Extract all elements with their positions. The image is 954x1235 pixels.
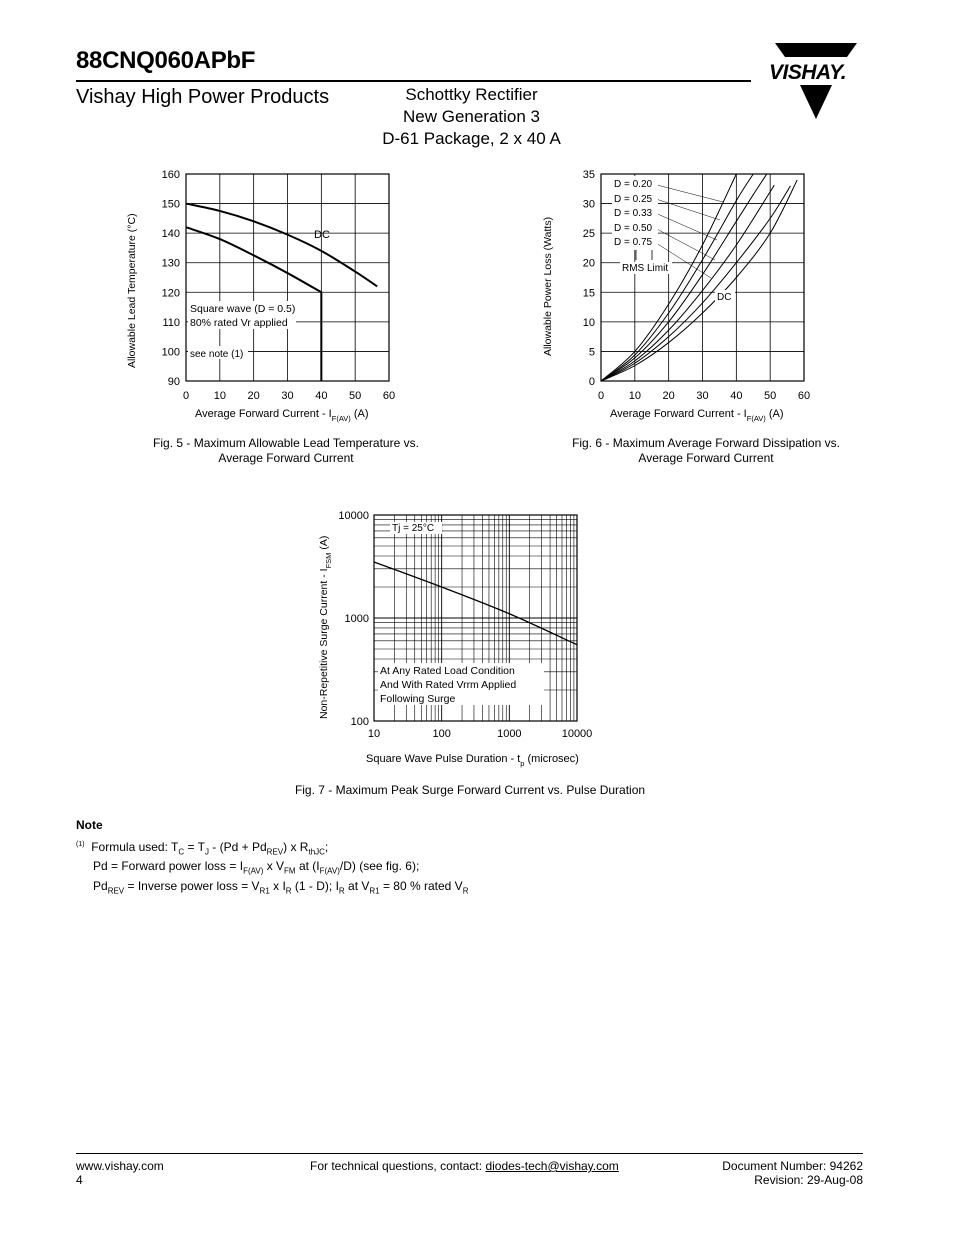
fig7-curves: [374, 562, 577, 645]
footer-revision: Revision: 29-Aug-08: [754, 1173, 863, 1187]
y-tick-label: 10: [582, 316, 595, 329]
footer-website[interactable]: www.vishay.com: [76, 1159, 164, 1173]
product-title: [350, 84, 593, 150]
y-tick-label: 5: [588, 346, 595, 359]
footer-contact-prefix: For technical questions, contact:: [310, 1159, 486, 1173]
x-tick-label: 20: [247, 390, 260, 402]
y-tick-label: 100: [350, 716, 369, 728]
fig6-legend-d033: D = 0.33: [614, 208, 653, 219]
fig6-chart: [535, 160, 835, 430]
fig7-caption: Fig. 7 - Maximum Peak Surge Forward Current vs. Pulse Duration: [294, 783, 646, 797]
fig5-caption-line-1: Fig. 5 - Maximum Allowable Lead Temperature vs.: [153, 436, 419, 450]
fig7-xlabel: Square Wave Pulse Duration - $t_p$ (microsec): [366, 753, 579, 768]
legend-leader-0: [653, 184, 723, 202]
fig5-annotation-3: see note (1): [190, 349, 244, 360]
y-tick-label: 10000: [338, 510, 369, 522]
y-tick-label: 110: [162, 316, 180, 329]
fig6-ylabel: Allowable Power Loss (Watts): [542, 216, 554, 356]
x-tick-label: 10: [628, 390, 641, 402]
fig6-rms-limit-label: RMS Limit: [622, 263, 669, 274]
x-tick-label: 50: [349, 390, 362, 402]
x-tick-label: 0: [182, 390, 190, 402]
y-tick-label: 20: [582, 257, 595, 270]
y-tick-label: 35: [582, 169, 595, 181]
product-title-line-1: Schottky Rectifier: [405, 85, 538, 104]
footer-document-number: Document Number: 94262: [722, 1159, 863, 1173]
series-line-0: [186, 204, 377, 287]
footer-left: [76, 1159, 164, 1187]
y-tick-label: 30: [582, 198, 595, 211]
y-tick-label: 25: [582, 228, 595, 241]
footer-contact-email[interactable]: diodes-tech@vishay.com: [485, 1159, 619, 1173]
x-tick-label: 10: [367, 728, 381, 740]
x-tick-label: 30: [281, 390, 294, 402]
fig7-ylabel: Non-Repetitive Surge Current - $I_{FSM}$ (A): [318, 535, 333, 719]
legend-leader-1: [653, 198, 720, 220]
fig5-xlabel: Average Forward Current - $I_{F(AV)}$ (A): [195, 408, 369, 423]
note-formula-line-1: $^{(1)}$ Formula used: $T_C = T_J - (Pd + Pd_{REV})$ x $R_{thJC}$;: [76, 839, 329, 856]
y-tick-label: 15: [582, 287, 595, 300]
x-tick-label: 40: [730, 390, 743, 402]
note-formula-line-2: Pd = Forward power loss = $I_{F(AV)}$ x $V_{FM}$ at $(I_{F(AV)}/D)$ (see fig. 6);: [93, 859, 420, 876]
footer-right: [600, 1159, 863, 1187]
y-tick-label: 90: [167, 376, 180, 388]
x-tick-label: 40: [315, 390, 328, 402]
fig6-legend-d050: D = 0.50: [614, 223, 653, 234]
fig6-caption-line-2: Average Forward Current: [638, 451, 774, 465]
x-tick-label: 60: [382, 390, 396, 402]
legend-leader-2: [653, 212, 717, 240]
notes-title: Note: [76, 818, 103, 832]
note-ref-marker: (1): [76, 840, 85, 848]
product-title-line-2: New Generation 3: [402, 107, 541, 126]
note-formula-line-3: $Pd_{REV}$ = Inverse power loss = $V_{R1}$ x $I_R$ (1 - D); $I_R$ at $V_{R1} = 80$ % rated $V_R$: [93, 879, 469, 896]
fig6-caption-line-1: Fig. 6 - Maximum Average Forward Dissipation vs.: [572, 436, 840, 450]
y-tick-label: 130: [161, 257, 180, 270]
product-title-line-3: D-61 Package, 2 x 40 A: [382, 129, 561, 148]
y-tick-label: 140: [161, 228, 180, 241]
fig5-caption-line-2: Average Forward Current: [218, 451, 354, 465]
fig5-curve-label-dc: DC: [314, 229, 330, 241]
y-tick-label: 150: [161, 198, 180, 211]
fig5-chart: [120, 160, 420, 430]
fig7-tick-labels: [338, 510, 592, 740]
fig7-annotation-3: Following Surge: [380, 693, 456, 705]
x-tick-label: 100: [432, 728, 451, 740]
logo-wordmark: VISHAY.: [769, 61, 847, 84]
x-tick-label: 1000: [497, 728, 522, 740]
fig6-dc-label: DC: [717, 292, 732, 303]
part-number: 88CNQ060APbF: [76, 47, 256, 74]
x-tick-label: 60: [797, 390, 811, 402]
x-tick-label: 20: [662, 390, 675, 402]
vishay-logo: [767, 43, 865, 121]
fig5-annotation-2: 80% rated Vr applied: [190, 317, 288, 329]
fig7-temp-label: Tj = 25°C: [392, 523, 435, 534]
fig6-legend-d020: D = 0.20: [614, 179, 653, 190]
y-tick-label: 100: [161, 346, 180, 359]
fig7-annotation-2: And With Rated Vrrm Applied: [380, 679, 517, 691]
x-tick-label: 10000: [561, 728, 593, 740]
fig5-caption: [120, 436, 452, 466]
notes-section: [76, 818, 468, 899]
fig7-annotation-1: At Any Rated Load Condition: [380, 665, 515, 677]
footer-contact: [310, 1159, 619, 1173]
fig6-caption: [540, 436, 872, 466]
y-tick-label: 1000: [344, 613, 369, 625]
footer-rule: [76, 1153, 863, 1154]
fig7-chart: [310, 500, 620, 775]
fig5-ylabel: Allowable Lead Temperature (°C): [126, 213, 138, 368]
x-tick-label: 10: [213, 390, 226, 402]
y-tick-label: 0: [588, 376, 595, 388]
y-tick-label: 120: [161, 287, 180, 300]
fig6-xlabel: Average Forward Current - $I_{F(AV)}$ (A): [610, 408, 784, 423]
x-tick-label: 0: [597, 390, 605, 402]
fig5-annotation-1: Square wave (D = 0.5): [190, 303, 296, 315]
series-line-0: [374, 562, 577, 645]
header-rule: [76, 80, 751, 82]
fig6-legend-d075: D = 0.75: [614, 237, 653, 248]
x-tick-label: 30: [696, 390, 709, 402]
y-tick-label: 160: [161, 169, 180, 181]
brand-line: Vishay High Power Products: [76, 86, 330, 108]
legend-leader-3: [653, 227, 715, 260]
x-tick-label: 50: [764, 390, 777, 402]
fig6-legend-d025: D = 0.25: [614, 194, 653, 205]
footer-page-number: 4: [76, 1173, 83, 1187]
